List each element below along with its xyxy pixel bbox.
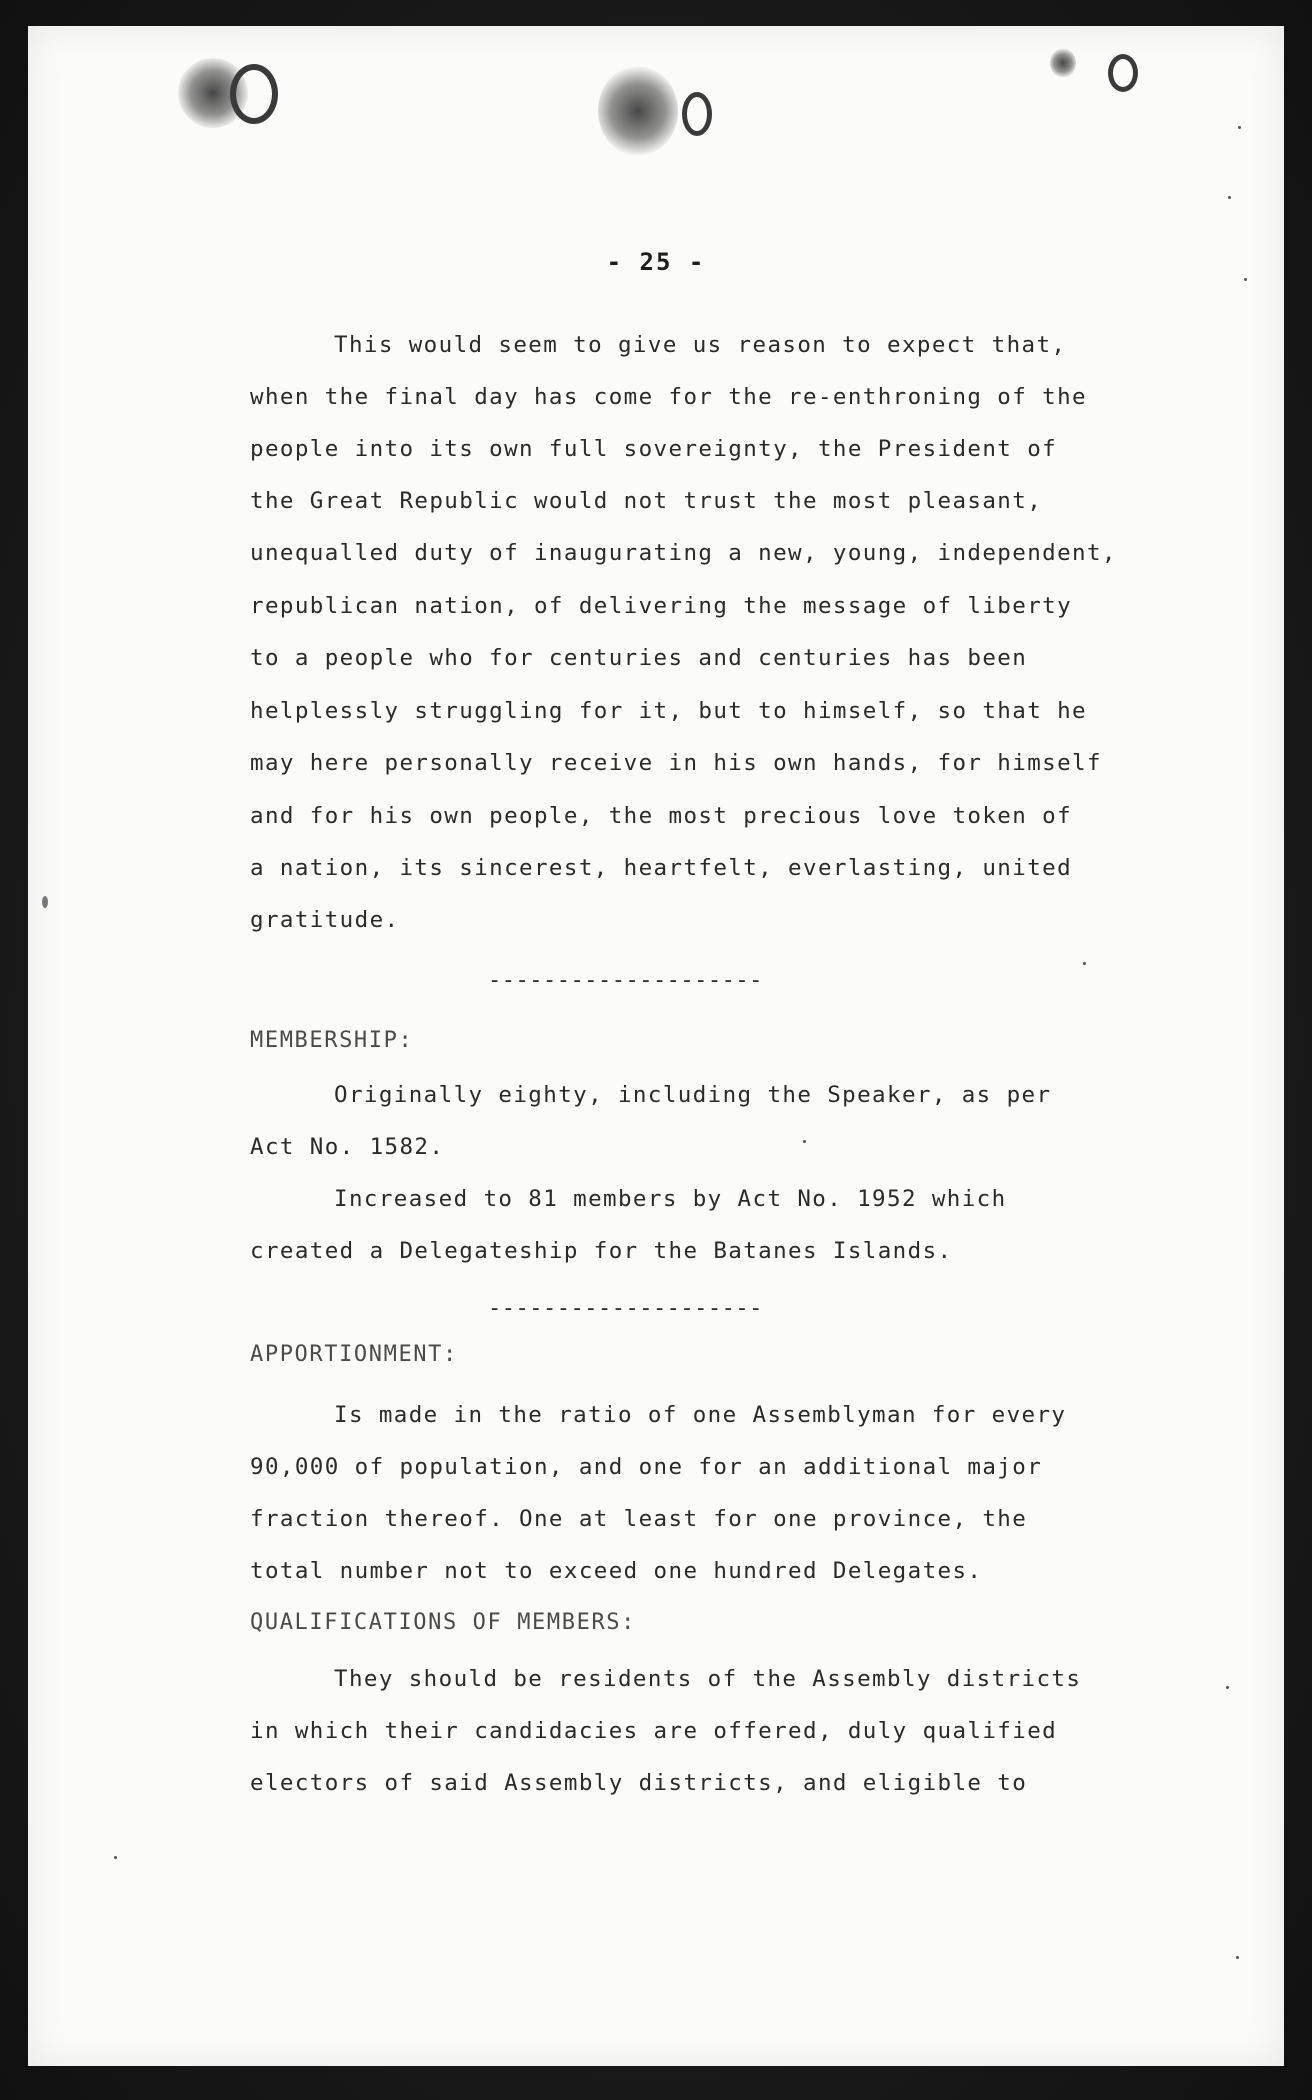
text-line: people into its own full sovereignty, the President of [250, 436, 1058, 462]
punch-hole-ring [682, 92, 712, 136]
text-line: They should be residents of the Assembly districts [334, 1666, 1082, 1692]
text-line: the Great Republic would not trust the most pleasant, [250, 488, 1043, 514]
text-line: helplessly struggling for it, but to himself, so that he [250, 698, 1087, 724]
page-number: - 25 - [606, 248, 706, 276]
text-line: total number not to exceed one hundred Delegates. [250, 1558, 983, 1584]
text-line: electors of said Assembly districts, and eligible to [250, 1770, 1028, 1796]
text-line: unequalled duty of inaugurating a new, young, independent, [250, 540, 1117, 566]
speck [803, 1140, 806, 1143]
text-line: Originally eighty, including the Speaker, as per [334, 1082, 1052, 1108]
text-line: republican nation, of delivering the message of liberty [250, 593, 1073, 619]
text-line: when the final day has come for the re-enthroning of the [250, 384, 1087, 410]
text-line: gratitude. [250, 907, 400, 933]
speck [1228, 196, 1231, 199]
document-page [28, 26, 1284, 2066]
text-line: Increased to 81 members by Act No. 1952 which [334, 1186, 1007, 1212]
speck [114, 1856, 117, 1859]
text-line: Is made in the ratio of one Assemblyman for every [334, 1402, 1067, 1428]
text-line: and for his own people, the most precious love token of [250, 803, 1073, 829]
speck [1244, 278, 1247, 281]
text-line: to a people who for centuries and centuries has been [250, 645, 1028, 671]
speck [1226, 1686, 1229, 1689]
text-line: in which their candidacies are offered, duly qualified [250, 1718, 1058, 1744]
section-separator: -------------------- [488, 1296, 763, 1321]
punch-hole-ring [230, 64, 278, 124]
text-line: 90,000 of population, and one for an additional major [250, 1454, 1043, 1480]
punch-hole-blot [1050, 48, 1076, 78]
section-heading-apportionment: APPORTIONMENT: [250, 1342, 458, 1367]
text-line: created a Delegateship for the Batanes Islands. [250, 1238, 953, 1264]
punch-hole-ring [1108, 54, 1138, 92]
text-line: a nation, its sincerest, heartfelt, everlasting, united [250, 855, 1073, 881]
speck [1238, 126, 1241, 129]
punch-hole-blot [598, 66, 678, 156]
text-line: This would seem to give us reason to expect that, [334, 332, 1067, 358]
section-separator: -------------------- [488, 968, 763, 993]
text-line: Act No. 1582. [250, 1134, 445, 1160]
speck [1236, 1956, 1239, 1959]
speck [42, 896, 48, 908]
text-line: fraction thereof. One at least for one province, the [250, 1506, 1028, 1532]
text-line: may here personally receive in his own hands, for himself [250, 750, 1102, 776]
section-heading-qualifications: QUALIFICATIONS OF MEMBERS: [250, 1610, 636, 1635]
section-heading-membership: MEMBERSHIP: [250, 1028, 414, 1053]
speck [1083, 962, 1086, 965]
